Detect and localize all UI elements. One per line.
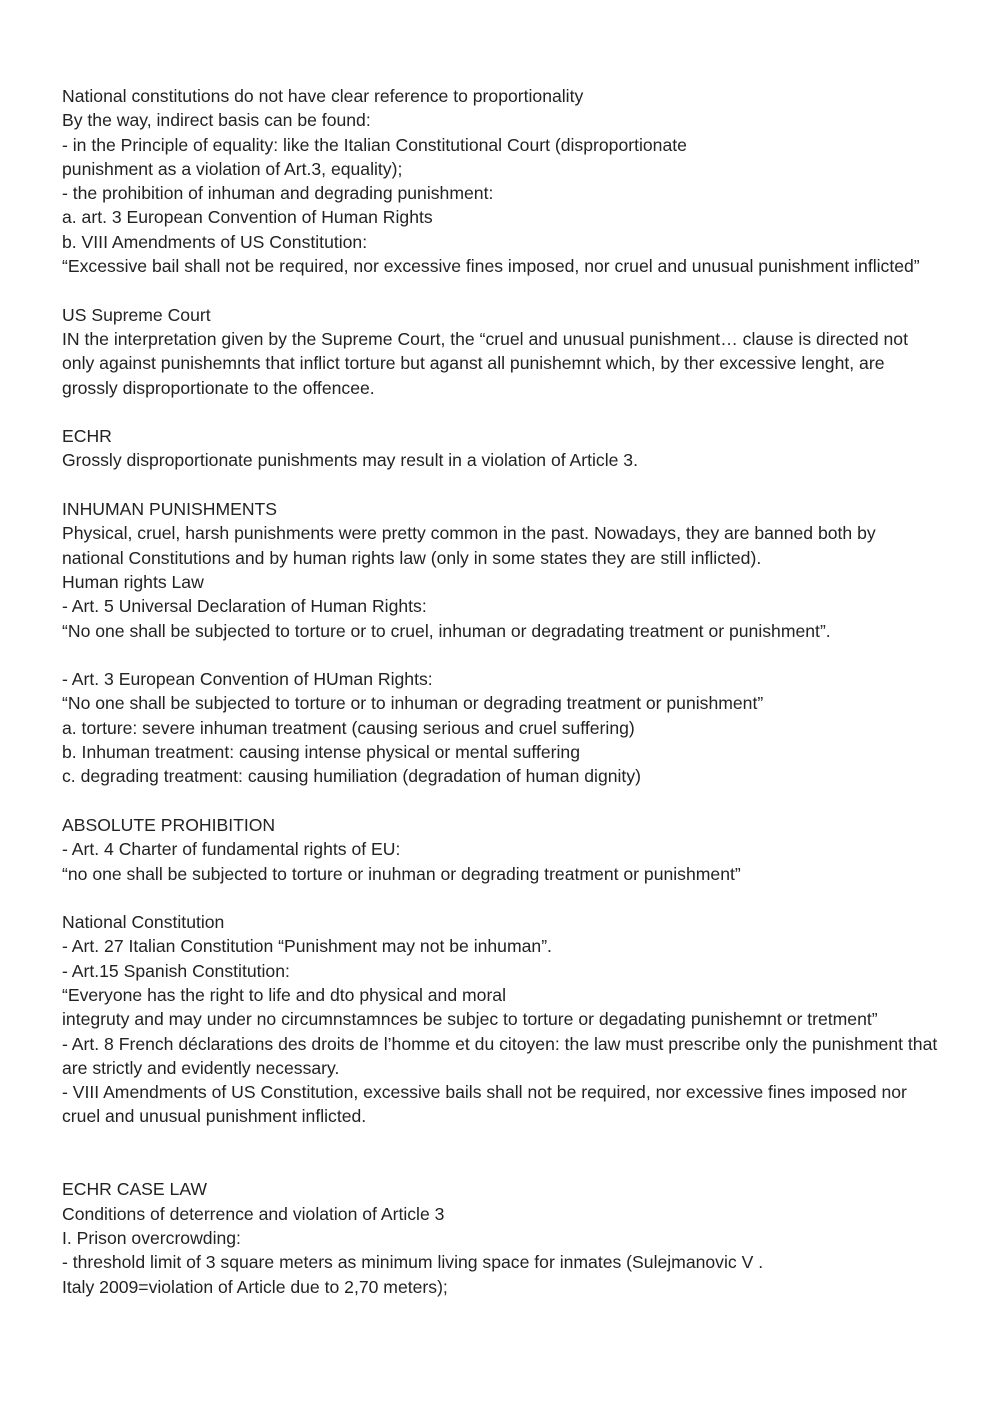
spacer xyxy=(62,789,942,813)
spacer xyxy=(62,400,942,424)
echr-art3-line-5: c. degrading treatment: causing humiliation (degradation of human dignity) xyxy=(62,766,641,787)
echr-text: Grossly disproportionate punishments may result in a violation of Article 3. xyxy=(62,450,638,471)
spacer xyxy=(62,886,942,910)
inhuman-heading: INHUMAN PUNISHMENTS xyxy=(62,499,278,520)
echr-heading: ECHR xyxy=(62,426,112,447)
national-heading: National Constitution xyxy=(62,912,225,933)
spacer xyxy=(62,278,942,302)
inhuman-line-3: “No one shall be subjected to torture or to cruel, inhuman or degradating treatment or punishment”. xyxy=(62,620,831,641)
intro-line-4: punishment as a violation of Art.3, equality); xyxy=(62,158,403,179)
echr-art3-line-3: a. torture: severe inhuman treatment (causing serious and cruel suffering) xyxy=(62,717,635,738)
intro-quote: “Excessive bail shall not be required, nor excessive fines imposed, nor cruel and unusual punishment inflicted” xyxy=(62,256,920,277)
intro-line-1: National constitutions do not have clear reference to proportionality xyxy=(62,86,584,106)
inhuman-text: Physical, cruel, harsh punishments were pretty common in the past. Nowadays, they are banned both by national Constitutions and by human rights law (only in some states they are still inflicted). xyxy=(62,523,876,568)
national-line-4: integruty and may under no circumnstamnces be subjec to torture or degadating punishemnt or tretment” xyxy=(62,1009,878,1030)
intro-line-5: - the prohibition of inhuman and degrading punishment: xyxy=(62,183,494,204)
us-court-text: IN the interpretation given by the Supreme Court, the “cruel and unusual punishment… clause is directed not only against punishemnts that inflict torture but aganst all punishemnt which, by ther excessive lenght, are grossly disproportionate to the offencee. xyxy=(62,328,908,398)
spacer xyxy=(62,473,942,497)
case-law-line-1: Conditions of deterrence and violation of Article 3 xyxy=(62,1203,445,1224)
document-page xyxy=(62,84,942,1299)
intro-line-3: - in the Principle of equality: like the Italian Constitutional Court (disproportionate xyxy=(62,134,687,155)
intro-line-7: b. VIII Amendments of US Constitution: xyxy=(62,231,368,252)
absolute-line-1: - Art. 4 Charter of fundamental rights of EU: xyxy=(62,839,401,860)
national-line-6: - VIII Amendments of US Constitution, excessive bails shall not be required, nor excessive fines imposed nor cruel and unusual punishment inflicted. xyxy=(62,1082,907,1127)
absolute-line-2: “no one shall be subjected to torture or inuhman or degrading treatment or punishment” xyxy=(62,863,741,884)
us-court-heading: US Supreme Court xyxy=(62,304,211,325)
inhuman-line-2: - Art. 5 Universal Declaration of Human Rights: xyxy=(62,596,427,617)
echr-art3-line-1: - Art. 3 European Convention of HUman Rights: xyxy=(62,669,433,690)
national-line-3: “Everyone has the right to life and dto physical and moral xyxy=(62,984,507,1005)
intro-line-2: By the way, indirect basis can be found: xyxy=(62,110,371,131)
case-law-line-4: Italy 2009=violation of Article due to 2,70 meters); xyxy=(62,1276,448,1297)
case-law-line-2: I. Prison overcrowding: xyxy=(62,1227,241,1248)
national-line-5: - Art. 8 French déclarations des droits de l’homme et du citoyen: the law must prescribe only the punishment that are strictly and evidently necessary. xyxy=(62,1033,938,1078)
spacer xyxy=(62,643,942,667)
case-law-line-3: - threshold limit of 3 square meters as minimum living space for inmates (Sulejmanovic V . xyxy=(62,1252,764,1273)
national-line-2: - Art.15 Spanish Constitution: xyxy=(62,960,290,981)
inhuman-line-1: Human rights Law xyxy=(62,571,204,592)
intro-line-6: a. art. 3 European Convention of Human Rights xyxy=(62,207,433,228)
spacer xyxy=(62,1129,942,1178)
national-line-1: - Art. 27 Italian Constitution “Punishment may not be inhuman”. xyxy=(62,936,552,957)
echr-art3-line-4: b. Inhuman treatment: causing intense physical or mental suffering xyxy=(62,742,581,763)
absolute-heading: ABSOLUTE PROHIBITION xyxy=(62,814,276,835)
echr-art3-line-2: “No one shall be subjected to torture or to inhuman or degrading treatment or punishment” xyxy=(62,693,764,714)
case-law-heading: ECHR CASE LAW xyxy=(62,1179,208,1200)
